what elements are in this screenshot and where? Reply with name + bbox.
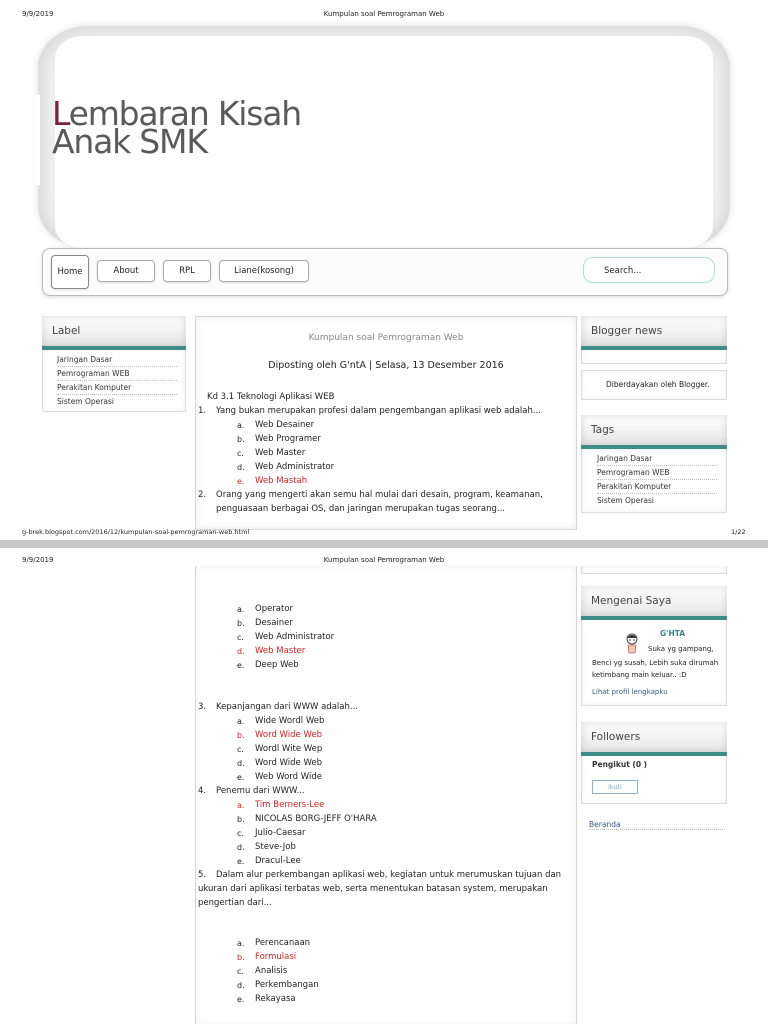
author-name[interactable]: G'HTA — [660, 629, 686, 638]
nav-about[interactable]: About — [97, 260, 155, 282]
powered-by-blogger[interactable]: Diberdayakan oleh Blogger. — [606, 380, 710, 389]
q3-option-c: Wordl Wite Wep — [255, 744, 323, 754]
q1-option-a: Web Desainer — [255, 420, 315, 430]
question-5-line1: Dalam alur perkembangan aplikasi web, kegiatan untuk merumuskan tujuan dan — [216, 870, 562, 880]
beranda-link[interactable]: Beranda — [589, 820, 725, 830]
follow-button[interactable]: Ikuti — [592, 780, 638, 794]
question-5-line2: ukuran dari aplikasi terbatas web, serta menentukan batasan system, merupakan — [198, 884, 548, 894]
print-date: 9/9/2019 — [22, 10, 54, 18]
question-5-line3: pengertian dari... — [198, 898, 272, 908]
profile-link[interactable]: Lihat profil lengkapku — [592, 688, 668, 696]
q1-option-e-answer: Web Mastah — [255, 476, 308, 486]
nav-rpl[interactable]: RPL — [163, 260, 211, 282]
q5-option-b-answer: Formulasi — [255, 952, 297, 962]
tag-item-pemrograman[interactable]: Pemrograman WEB — [597, 466, 717, 480]
tag-item-sistem[interactable]: Sistem Operasi — [597, 496, 654, 505]
q5-option-e: Rekayasa — [255, 994, 296, 1004]
question-4: Penemu dari WWW... — [216, 786, 305, 796]
page-separator — [0, 540, 768, 548]
search-input[interactable]: Search... — [583, 257, 715, 283]
post-meta: Diposting oleh G'ntA | Selasa, 13 Desember 2016 — [268, 360, 504, 371]
q3-option-e: Web Word Wide — [255, 772, 322, 782]
tags-title: Tags — [581, 415, 727, 445]
print-date-2: 9/9/2019 — [22, 556, 54, 564]
q2-option-b: Desainer — [255, 618, 293, 628]
followers-count: Pengikut (0 ) — [592, 760, 648, 769]
followers-title: Followers — [581, 722, 727, 752]
q4-option-c: Julio-Caesar — [255, 828, 306, 838]
q3-option-b-answer: Word Wide Web — [255, 730, 322, 740]
post-title[interactable]: Kumpulan soal Pemrograman Web — [308, 333, 464, 343]
blogger-news-body — [581, 350, 727, 364]
title-capital: L — [52, 94, 69, 133]
q2-option-c: Web Administrator — [255, 632, 335, 642]
label-widget — [42, 350, 186, 412]
tags-widget — [581, 449, 727, 513]
q1-option-c: Web Master — [255, 448, 306, 458]
print-url: g-brek.blogspot.com/2016/12/kumpulan-soal-pemrograman-web.html — [22, 528, 250, 536]
q1-option-d: Web Administrator — [255, 462, 335, 472]
powered-box — [581, 370, 727, 400]
q5-option-d: Perkembangan — [255, 980, 319, 990]
print-title-2: Kumpulan soal Pemrograman Web — [323, 556, 445, 564]
about-title: Mengenai Saya — [581, 586, 727, 616]
q5-option-c: Analisis — [255, 966, 288, 976]
question-1: Yang bukan merupakan profesi dalam pengembangan aplikasi web adalah... — [216, 406, 541, 416]
label-item-sistem[interactable]: Sistem Operasi — [57, 397, 114, 406]
q2-option-e: Deep Web — [255, 660, 299, 670]
print-title: Kumpulan soal Pemrograman Web — [323, 10, 445, 18]
label-item-jaringan[interactable]: Jaringan Dasar — [57, 353, 177, 367]
q5-option-a: Perencanaan — [255, 938, 311, 948]
q2-option-d-answer: Web Master — [255, 646, 306, 656]
nav-liane[interactable]: Liane(kosong) — [219, 260, 309, 282]
q4-option-a-answer: Tim Berners-Lee — [255, 800, 325, 810]
label-item-perakitan[interactable]: Perakitan Komputer — [57, 381, 177, 395]
nav-bar — [42, 248, 728, 296]
q3-option-a: Wide Wordl Web — [255, 716, 325, 726]
q4-option-b: NICOLAS BORG-JEFF O'HARA — [255, 814, 377, 824]
label-item-pemrograman[interactable]: Pemrograman WEB — [57, 367, 177, 381]
tag-item-jaringan[interactable]: Jaringan Dasar — [597, 452, 717, 466]
nav-home[interactable]: Home — [51, 255, 89, 289]
blogger-news-title: Blogger news — [581, 316, 727, 346]
label-widget-title: Label — [42, 316, 186, 346]
question-3: Kepanjangan dari WWW adalah... — [216, 702, 358, 712]
q3-option-d: Word Wide Web — [255, 758, 322, 768]
print-page-number: 1/22 — [731, 528, 746, 536]
q1-option-b: Web Programer — [255, 434, 321, 444]
q2-option-a: Operator — [255, 604, 294, 614]
question-2-line2: penguasaan berbagai OS, dan jaringan merupakan tugas seorang... — [216, 504, 505, 514]
about-widget: G'HTA Suka yg gampang, Benci yg susah, Lebih suka dirumah ketimbang main keluar.. :D Lihat profil lengkapku — [581, 620, 727, 706]
q4-option-d: Steve-Job — [255, 842, 296, 852]
blog-title[interactable]: Lembaran Kisah Anak SMK — [52, 94, 301, 161]
tags-widget-tail — [581, 566, 727, 574]
post-content: Kumpulan soal Pemrograman Web Diposting oleh G'ntA | Selasa, 13 Desember 2016 Kd 3.1 Teknologi Aplikasi WEB 1. Yang bukan merupakan profesi dalam pengembangan aplikasi web adalah... a. Web Desainer b. Web Programer c. Web Master d. Web Administrator e. Web Mastah 2. Orang yang mengerti akan semu hal mulai dari desain, program, keamanan, penguasaan berbagai OS, dan jaringan merupakan tugas seorang... — [195, 316, 577, 530]
q4-option-e: Dracul-Lee — [255, 856, 301, 866]
kd-heading: Kd 3.1 Teknologi Aplikasi WEB — [207, 392, 335, 402]
post-content-continued: a. Operator b. Desainer c. Web Administrator d. Web Master e. Deep Web 3. Kepanjangan dari WWW adalah... a. Wide Wordl Web b. Word Wide Web c. Wordl Wite Wep d. Word Wide Web e. Web Word Wide 4. Penemu dari WWW... a. Tim Berners-Lee b. NICOLAS BORG-JEFF O'HARA c. Julio-Caesar d. Steve-Job e. Dracul-Lee 5. Dalam alur perkembangan aplikasi web, kegiatan untuk merumuskan tujuan dan ukuran dari aplikasi terbatas web, serta menentukan batasan system, merupakan pengertian dari... a. Perencanaan b. Formulasi c. Analisis d. Perkembangan e. Rekayasa — [195, 566, 577, 1024]
profile-avatar[interactable] — [624, 632, 640, 654]
question-2-line1: Orang yang mengerti akan semu hal mulai dari desain, program, keamanan, — [216, 490, 543, 500]
print-page-2 — [0, 548, 768, 1024]
tag-item-perakitan[interactable]: Perakitan Komputer — [597, 480, 717, 494]
